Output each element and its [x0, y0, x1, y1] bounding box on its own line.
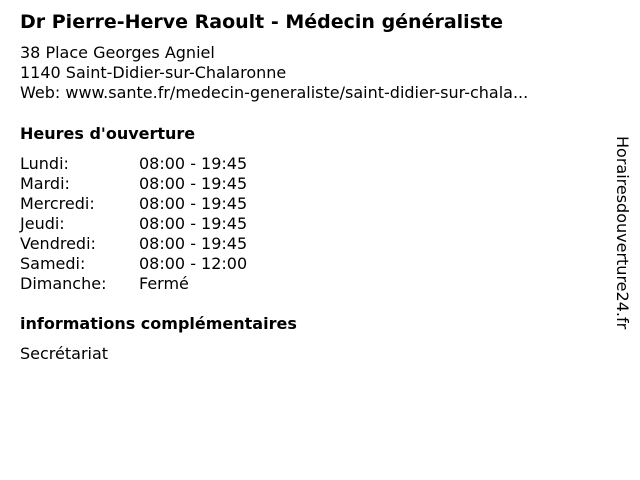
city-address: 1140 Saint-Didier-sur-Chalaronne: [20, 63, 287, 82]
day-label: Samedi:: [20, 254, 86, 273]
day-label: Mercredi:: [20, 194, 95, 213]
hours-row-sunday: [20, 274, 247, 294]
time-value: 08:00 - 19:45: [139, 174, 248, 193]
time-value: 08:00 - 12:00: [139, 254, 248, 273]
address-block: [20, 43, 528, 103]
time-value: 08:00 - 19:45: [139, 154, 248, 173]
street-address: 38 Place Georges Agniel: [20, 43, 215, 62]
time-value: 08:00 - 19:45: [139, 194, 248, 213]
day-label: Jeudi:: [20, 214, 65, 233]
time-value: 08:00 - 19:45: [139, 234, 248, 253]
day-label: Dimanche:: [20, 274, 107, 293]
opening-hours-heading: Heures d'ouverture: [20, 124, 196, 143]
day-label: Vendredi:: [20, 234, 96, 253]
hours-row-thursday: [20, 214, 247, 234]
hours-row-wednesday: [20, 194, 247, 214]
time-value: 08:00 - 19:45: [139, 214, 248, 233]
hours-row-friday: [20, 234, 247, 254]
hours-row-tuesday: [20, 174, 247, 194]
opening-hours-table: [20, 154, 247, 294]
time-value: Fermé: [139, 274, 189, 293]
page-title: Dr Pierre-Herve Raoult - Médecin généraliste: [20, 11, 503, 33]
additional-info-heading: informations complémentaires: [20, 314, 297, 333]
day-label: Mardi:: [20, 174, 70, 193]
day-label: Lundi:: [20, 154, 69, 173]
additional-info-text: Secrétariat: [20, 344, 109, 363]
site-brand-vertical: Horairesdouverture24.fr: [613, 136, 632, 330]
hours-row-monday: [20, 154, 247, 174]
website-link[interactable]: Web: www.sante.fr/medecin-generaliste/saint-didier-sur-chala...: [20, 83, 529, 102]
hours-row-saturday: [20, 254, 247, 274]
